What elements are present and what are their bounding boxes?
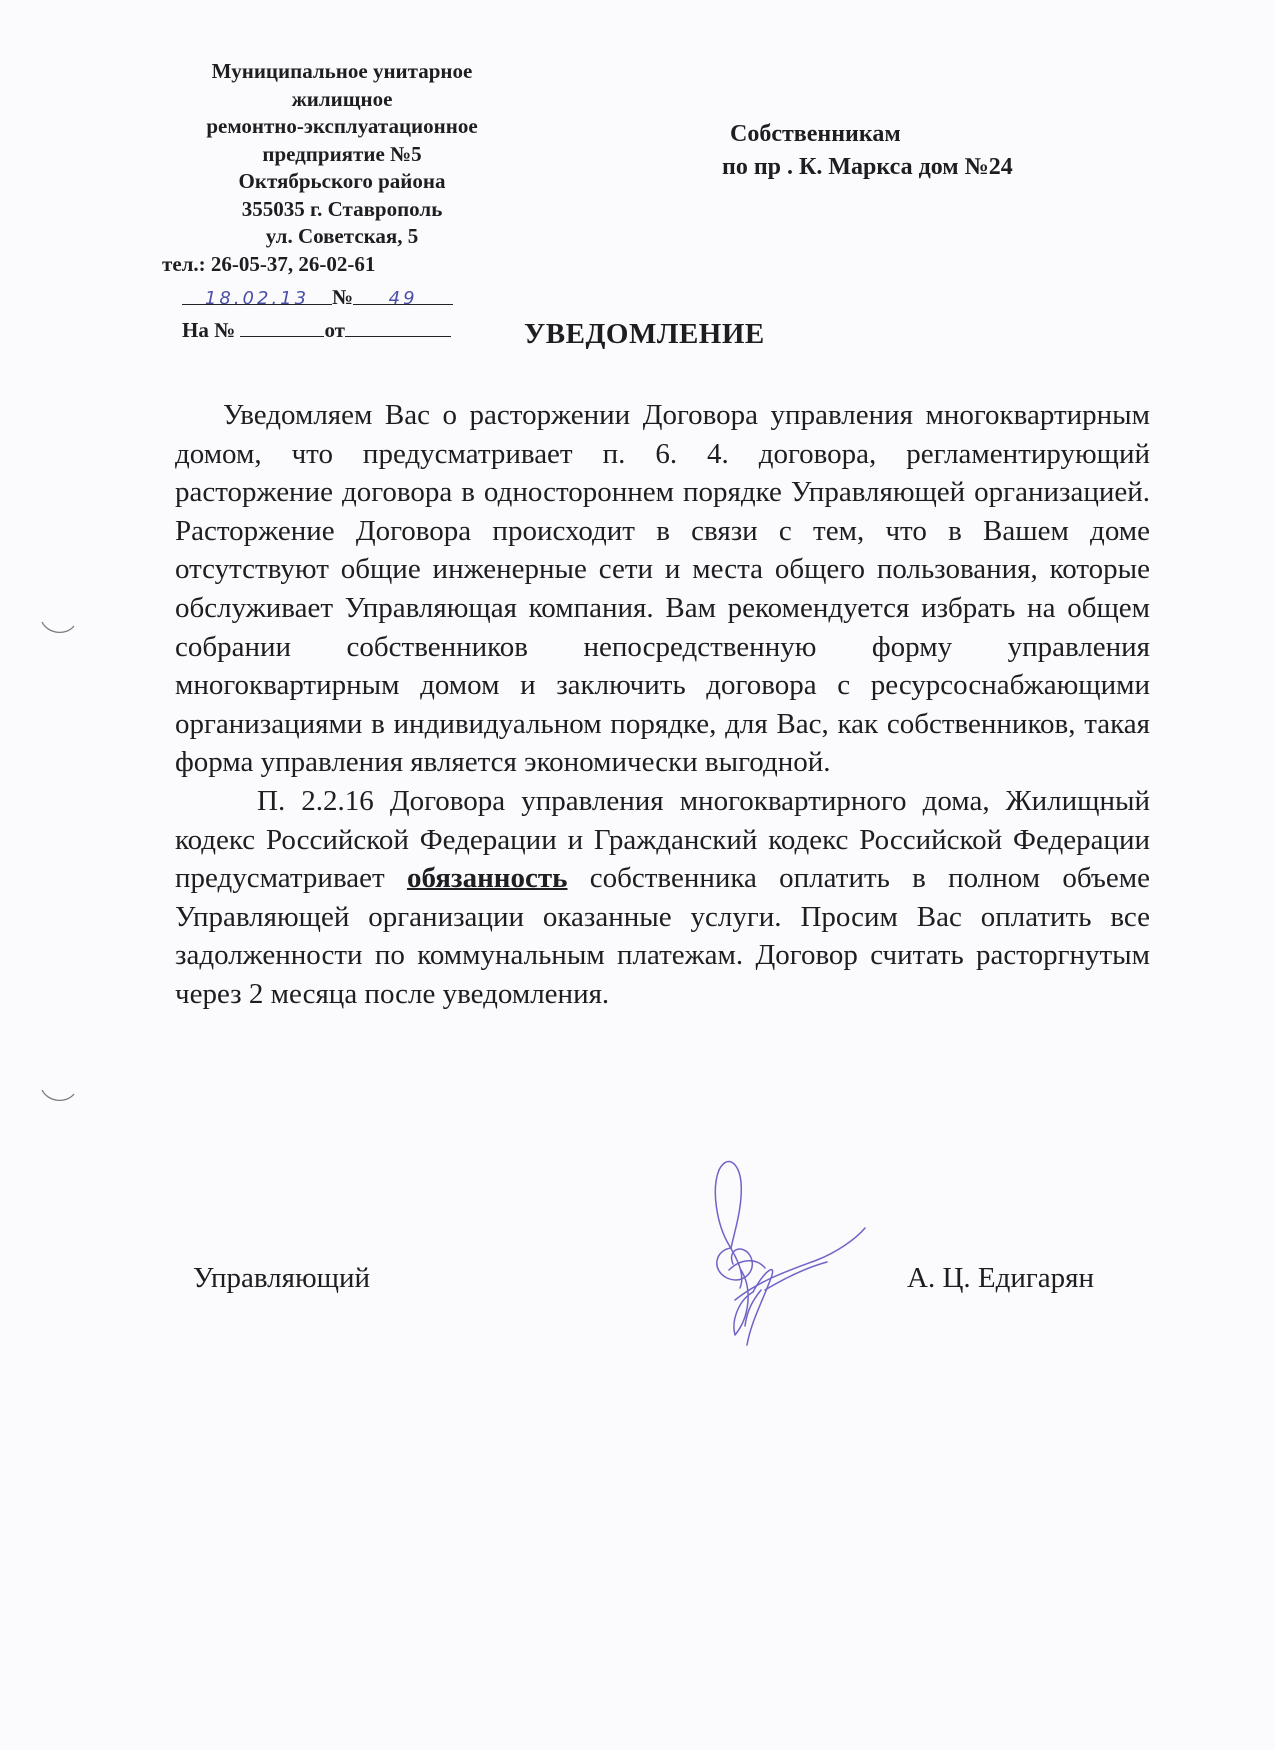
sender-line: жилищное [291,86,393,111]
recipient-block [722,118,1013,184]
body-paragraph [175,782,1150,1014]
sender-line: ул. Советская, 5 [265,224,419,248]
sender-line: Октябрьского района [238,169,446,193]
punch-hole-mark [38,1086,78,1106]
outgoing-date: 18.02.13 [204,288,310,309]
reply-number-label: На № [182,318,236,342]
sender-line: предприятие №5 [262,141,422,166]
sender-line: Муниципальное унитарное [211,59,473,83]
paragraph-text: собственника оплатить в полном объеме Управляющей организации оказанные услуги. Просим Вас оплатить все задолженности по коммунальным платежам. Договор считать расторгнутым через 2 месяца после уведомления. [175,862,1150,1010]
reply-number-field [240,314,324,337]
document-title: УВЕДОМЛЕНИЕ [524,318,765,350]
reply-reference-line [182,314,453,345]
sender-block [162,58,512,278]
emphasized-word: обязанность [406,862,568,895]
punch-hole-mark [38,618,78,638]
recipient-address: по пр . К. Маркса дом №24 [722,154,1013,180]
sender-phone: тел.: 26-05-37, 26-02-61 [162,251,376,276]
recipient-line: Собственникам [730,121,901,147]
sender-line: 355035 г. Ставрополь [241,196,443,221]
body-paragraph: Уведомляем Вас о расторжении Договора управления многоквартирным домом, что предусматривает п. 6. 4. договора, регламентирующий расторжение договора в одностороннем порядке Управляющей организацией. Расторжение Договора происходит в связи с тем, что в Вашем доме отсутствуют общие инженерные сети и места общего пользования, которые обслуживает Управляющая компания. Вам рекомендуется избрать на общем собрании собственников непосредственную форму управления многоквартирным домом и заключить договора с ресурсоснабжающими организациями в индивидуальном порядке, для Вас, как собственников, такая форма управления является экономически выгодной. [175,399,1150,779]
reply-from-label: от [324,318,345,342]
number-label: № [332,285,354,309]
paragraph-text: П. 2.2.16 Договора управления многоквартирного дома, Жилищный кодекс Российской Федерации и Гражданский кодекс Российской Федерации предусматривает [175,784,1150,895]
signatory-name: А. Ц. Едигарян [907,1262,1094,1294]
outgoing-reference [182,285,453,345]
outgoing-number-field [353,282,453,309]
outgoing-date-number-line [182,282,453,312]
notice-body [175,396,1150,1014]
outgoing-date-field [182,282,332,309]
sender-line: ремонтно-эксплуатационное [206,114,478,138]
handwritten-signature [705,1150,875,1355]
reply-date-field [345,314,451,337]
outgoing-number: 49 [388,288,418,309]
signatory-position: Управляющий [193,1262,371,1294]
